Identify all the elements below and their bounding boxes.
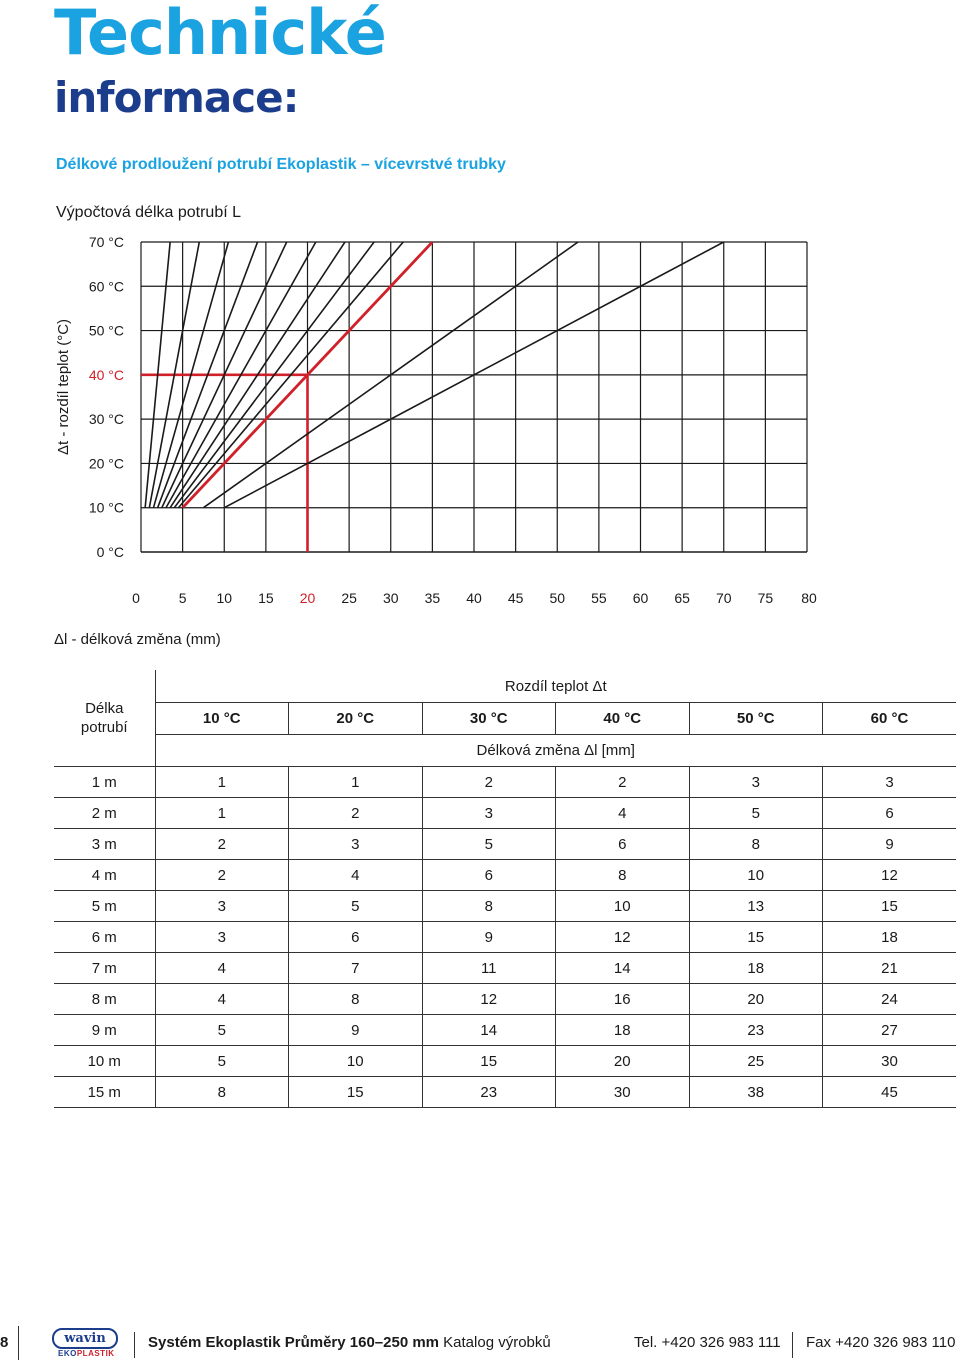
table-cell: 13 (689, 891, 823, 922)
table-cell: 7 (289, 953, 423, 984)
table-row (54, 1015, 956, 1046)
chart-caption: Výpočtová délka potrubí L (56, 204, 242, 221)
x-tick-label: 50 (549, 590, 566, 606)
table-cell: 10 (556, 891, 690, 922)
length-header (54, 670, 155, 767)
page-title-line2: informace: (54, 73, 299, 122)
table-cell: 8 (556, 860, 690, 891)
y-tick-label: 0 °C (96, 544, 124, 560)
table-cell: 20 (689, 984, 823, 1015)
x-tick-label: 40 (466, 590, 482, 606)
table-cell: 2 (556, 767, 690, 798)
temp-header: 20 °C (289, 703, 423, 735)
table-cell: 2 (155, 829, 289, 860)
table-cell: 27 (823, 1015, 957, 1046)
table-cell: 2 (289, 798, 423, 829)
x-tick-label: 15 (258, 590, 274, 606)
table-row (54, 798, 956, 829)
table-cell: 5 (155, 1046, 289, 1077)
table-cell: 9 (289, 1015, 423, 1046)
table-row (54, 829, 956, 860)
x-tick-label: 65 (674, 590, 690, 606)
page-title: Technické (54, 0, 386, 69)
table-cell: 8 (155, 1077, 289, 1108)
table-cell: 15 (422, 1046, 556, 1077)
y-axis-label: Δt - rozdíl teplot (°C) (55, 318, 72, 456)
table-cell: 10 (289, 1046, 423, 1077)
table-cell: 25 (689, 1046, 823, 1077)
table-cell: 15 (289, 1077, 423, 1108)
x-tick-label: 80 (801, 590, 817, 606)
table-cell: 14 (556, 953, 690, 984)
page-number: 8 (0, 1334, 9, 1351)
footer-tel: Tel. +420 326 983 111 (634, 1334, 781, 1351)
footer-separator (134, 1332, 135, 1358)
y-tick-label: 40 °C (88, 366, 124, 383)
x-tick-label: 10 (216, 590, 233, 606)
table-row (54, 1046, 956, 1077)
expansion-table (54, 670, 956, 1108)
table-row (54, 922, 956, 953)
table-cell: 24 (823, 984, 957, 1015)
wavin-ekoplastik-logo (52, 1328, 118, 1358)
x-tick-label: 60 (632, 590, 649, 606)
y-tick-label: 20 °C (88, 455, 124, 472)
x-tick-label: 20 (299, 590, 316, 606)
table-cell: 12 (823, 860, 957, 891)
temp-header: 60 °C (823, 703, 957, 735)
table-cell: 15 (823, 891, 957, 922)
y-tick-label: 30 °C (88, 411, 124, 428)
table-cell: 18 (689, 953, 823, 984)
table-cell: 8 (422, 891, 556, 922)
table-cell: 2 (422, 767, 556, 798)
table-cell: 23 (689, 1015, 823, 1046)
footer-divider (18, 1326, 19, 1360)
table-cell: 12 (422, 984, 556, 1015)
x-tick-label: 75 (757, 590, 774, 606)
table-cell: 3 (422, 798, 556, 829)
table-cell: 2 (155, 860, 289, 891)
row-length: 8 m (54, 984, 155, 1015)
table-row (54, 953, 956, 984)
x-tick-label: 30 (382, 590, 399, 606)
x-tick-label: 70 (715, 590, 732, 606)
x-tick-label: 55 (591, 590, 607, 606)
row-length: 1 m (54, 767, 155, 798)
table-row (54, 891, 956, 922)
table-cell: 5 (289, 891, 423, 922)
row-length: 9 m (54, 1015, 155, 1046)
row-length: 7 m (54, 953, 155, 984)
table-cell: 8 (689, 829, 823, 860)
logo-ekoplastik: EKOPLASTIK (58, 1349, 115, 1358)
table-cell: 1 (155, 767, 289, 798)
table-cell: 4 (155, 953, 289, 984)
table-cell: 18 (556, 1015, 690, 1046)
length-header-line1: Délka (85, 700, 124, 717)
temp-header: 50 °C (689, 703, 823, 735)
expansion-chart (0, 0, 960, 660)
table-cell: 21 (823, 953, 957, 984)
temp-header: 30 °C (422, 703, 556, 735)
footer (0, 1322, 960, 1360)
table-row (54, 984, 956, 1015)
table-cell: 14 (422, 1015, 556, 1046)
table-cell: 38 (689, 1077, 823, 1108)
row-length: 15 m (54, 1077, 155, 1108)
table-cell: 3 (823, 767, 957, 798)
table-cell: 4 (289, 860, 423, 891)
logo-wavin: wavin (52, 1328, 118, 1349)
sub-header: Délková změna Δl [mm] (155, 735, 956, 767)
table-cell: 9 (422, 922, 556, 953)
table-row (54, 767, 956, 798)
table-cell: 6 (556, 829, 690, 860)
temp-header: 10 °C (155, 703, 289, 735)
table-cell: 3 (289, 829, 423, 860)
table-cell: 1 (289, 767, 423, 798)
x-axis-label: Δl - délková změna (mm) (54, 631, 221, 648)
x-tick-label: 0 (132, 590, 140, 606)
footer-system: Systém Ekoplastik Průměry 160–250 mm Katalog výrobků (148, 1334, 551, 1351)
row-length: 2 m (54, 798, 155, 829)
table-row (54, 860, 956, 891)
table-cell: 5 (422, 829, 556, 860)
y-tick-label: 10 °C (88, 499, 124, 516)
x-tick-label: 25 (341, 590, 357, 606)
row-length: 6 m (54, 922, 155, 953)
table-cell: 12 (556, 922, 690, 953)
group-header: Rozdíl teplot Δt (155, 670, 956, 703)
x-tick-label: 45 (507, 590, 524, 606)
row-length: 5 m (54, 891, 155, 922)
table-cell: 9 (823, 829, 957, 860)
table-cell: 5 (689, 798, 823, 829)
table-cell: 4 (556, 798, 690, 829)
table-cell: 30 (556, 1077, 690, 1108)
y-tick-label: 60 °C (88, 278, 124, 295)
y-tick-label: 70 °C (88, 234, 124, 250)
x-tick-label: 35 (424, 590, 441, 606)
table-cell: 20 (556, 1046, 690, 1077)
table-row (54, 1077, 956, 1108)
row-length: 10 m (54, 1046, 155, 1077)
table-cell: 18 (823, 922, 957, 953)
table-cell: 45 (823, 1077, 957, 1108)
table-cell: 30 (823, 1046, 957, 1077)
table-cell: 6 (823, 798, 957, 829)
footer-fax: Fax +420 326 983 110 (806, 1334, 956, 1351)
table-cell: 8 (289, 984, 423, 1015)
table-cell: 15 (689, 922, 823, 953)
x-tick-label: 5 (178, 590, 187, 606)
table-cell: 16 (556, 984, 690, 1015)
table-cell: 6 (289, 922, 423, 953)
y-tick-label: 50 °C (88, 322, 124, 339)
table-cell: 3 (155, 922, 289, 953)
table-cell: 23 (422, 1077, 556, 1108)
length-header-line2: potrubí (80, 719, 128, 736)
table-cell: 6 (422, 860, 556, 891)
footer-separator (792, 1332, 793, 1358)
table-cell: 11 (422, 953, 556, 984)
row-length: 3 m (54, 829, 155, 860)
table-cell: 3 (689, 767, 823, 798)
section-subtitle: Délkové prodloužení potrubí Ekoplastik – vícevrstvé trubky (56, 156, 506, 173)
row-length: 4 m (54, 860, 155, 891)
table-cell: 1 (155, 798, 289, 829)
table-cell: 10 (689, 860, 823, 891)
table-cell: 3 (155, 891, 289, 922)
table-cell: 5 (155, 1015, 289, 1046)
temp-header: 40 °C (556, 703, 690, 735)
table-cell: 4 (155, 984, 289, 1015)
